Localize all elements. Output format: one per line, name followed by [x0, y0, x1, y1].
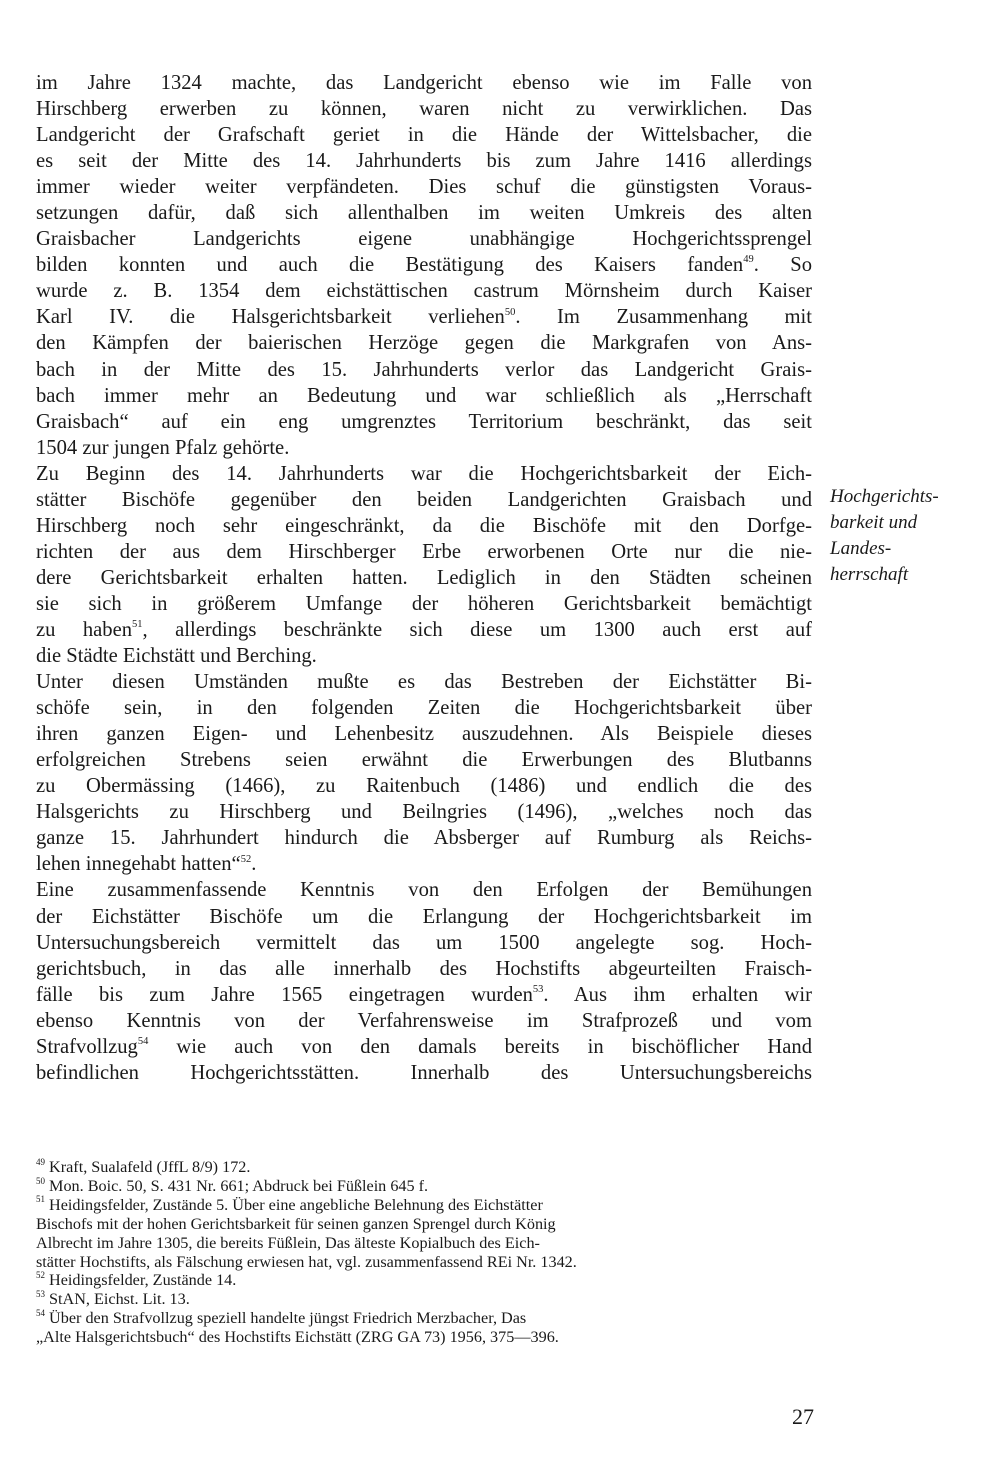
line-text: Unter diesen Umständen mußte es das Bestreben der Eichstätter Bi-: [36, 671, 812, 694]
marginal-note: [830, 484, 990, 588]
footnote-number: 49: [36, 1156, 45, 1167]
footnote-text: stätter Hochstifts, als Fälschung erwiesen hat, vgl. zusammenfassend REi Nr. 1342.: [36, 1252, 577, 1271]
text-line: [36, 1034, 812, 1060]
text-line: [36, 695, 812, 721]
paragraph: [36, 70, 812, 461]
marginal-line: barkeit und: [830, 512, 918, 533]
footnote-text: „Alte Halsgerichtsbuch“ des Hochstifts Eichstätt (ZRG GA 73) 1956, 375—396.: [36, 1328, 559, 1347]
line-text: stätter Bischöfe gegenüber den beiden Landgerichten Graisbach und: [36, 488, 812, 511]
footnote-number: 53: [36, 1288, 45, 1299]
text-line: [36, 877, 812, 903]
line-text: immer wieder weiter verpfändeten. Dies schuf die günstigsten Voraus-: [36, 176, 812, 199]
footnote-ref: 50: [504, 306, 516, 318]
line-text: ihren ganzen Eigen- und Lehenbesitz auszudehnen. Als Beispiele dieses: [36, 723, 812, 746]
line-text-cont: . Aus ihm erhalten wir: [543, 983, 812, 1006]
line-text: 1504 zur jungen Pfalz gehörte.: [36, 436, 290, 459]
footnote-number: 51: [36, 1194, 45, 1205]
text-line: [36, 70, 812, 96]
line-text: erfolgreichen Strebens seien erwähnt die Erwerbungen des Blutbanns: [36, 749, 812, 772]
footnote-line: [36, 1215, 812, 1234]
line-text-cont: . Im Zusammenhang mit: [515, 306, 812, 329]
text-line: [36, 1060, 812, 1086]
line-text: Hirschberg noch sehr eingeschränkt, da die Bischöfe mit den Dorfge-: [36, 514, 812, 537]
text-line: [36, 174, 812, 200]
line-text-cont: . So: [753, 254, 812, 277]
text-line: [36, 487, 812, 513]
text-line: [36, 357, 812, 383]
text-line: [36, 539, 812, 565]
line-text: lehen innegehabt hatten“: [36, 853, 241, 876]
footnote: [36, 1271, 812, 1290]
footnote-ref: 54: [137, 1035, 149, 1047]
line-text: bach in der Mitte des 15. Jahrhunderts verlor das Landgericht Grais-: [36, 358, 812, 381]
line-text: wurde z. B. 1354 dem eichstättischen castrum Mörnsheim durch Kaiser: [36, 280, 812, 303]
footnote: [36, 1196, 812, 1272]
text-line: [36, 383, 812, 409]
text-line: [36, 982, 812, 1008]
footnote-line: [36, 1158, 812, 1177]
line-text: im Jahre 1324 machte, das Landgericht ebenso wie im Falle von: [36, 72, 812, 94]
footnote-text: StAN, Eichst. Lit. 13.: [45, 1290, 190, 1309]
line-text-cont: wie auch von den damals bereits in bischöflicher Hand: [148, 1035, 812, 1058]
text-line: [36, 617, 812, 643]
footnotes: [36, 1158, 812, 1347]
text-line: [36, 747, 812, 773]
footnote-line: [36, 1309, 812, 1328]
line-text: befindlichen Hochgerichtsstätten. Innerhalb des Untersuchungsbereichs: [36, 1061, 812, 1084]
text-line: [36, 148, 812, 174]
footnote-number: 52: [36, 1270, 45, 1281]
line-text: Halsgerichts zu Hirschberg und Beilngries (1496), „welches noch das: [36, 801, 812, 824]
line-text: Graisbach“ auf ein eng umgrenztes Territorium beschränkt, das seit: [36, 410, 812, 433]
text-line: [36, 669, 812, 695]
footnote-line: [36, 1328, 812, 1347]
line-text: Hirschberg erwerben zu können, waren nicht zu verwirklichen. Das: [36, 98, 812, 121]
line-text: Untersuchungsbereich vermittelt das um 1500 angelegte sog. Hoch-: [36, 931, 812, 954]
footnote-text: Kraft, Sualafeld (JffL 8/9) 172.: [45, 1158, 251, 1176]
footnote-line: [36, 1271, 812, 1290]
footnote: [36, 1177, 812, 1196]
line-text: setzungen dafür, daß sich allenthalben im weiten Umkreis des alten: [36, 202, 812, 225]
text-line: [36, 304, 812, 330]
line-text: der Eichstätter Bischöfe um die Erlangung der Hochgerichtsbarkeit im: [36, 905, 812, 928]
marginal-line: Hochgerichts-: [830, 486, 939, 507]
paragraph: [36, 461, 812, 669]
footnote-ref: 53: [532, 983, 544, 995]
footnote-line: [36, 1253, 812, 1272]
footnote: [36, 1158, 812, 1177]
line-text: es seit der Mitte des 14. Jahrhunderts bis zum Jahre 1416 allerdings: [36, 150, 812, 173]
line-text: Zu Beginn des 14. Jahrhunderts war die Hochgerichtsbarkeit der Eich-: [36, 462, 812, 485]
footnote-ref: 52: [240, 853, 252, 865]
footnote: [36, 1290, 812, 1309]
line-text: sie sich in größerem Umfange der höheren Gerichtsbarkeit bemächtigt: [36, 592, 812, 615]
line-text-cont: , allerdings beschränkte sich diese um 1300 auch erst auf: [142, 618, 812, 641]
line-text: fälle bis zum Jahre 1565 eingetragen wurden: [36, 983, 533, 1006]
footnote-number: 54: [36, 1307, 45, 1318]
footnote-text: Albrecht im Jahre 1305, die bereits Füßlein, Das älteste Kopialbuch des Eich-: [36, 1233, 540, 1252]
line-text: bach immer mehr an Bedeutung und war schließlich als „Herrschaft: [36, 384, 812, 407]
line-text: ebenso Kenntnis von der Verfahrensweise im Strafprozeß und vom: [36, 1009, 812, 1032]
line-text-cont: .: [251, 853, 257, 876]
footnote-ref: 51: [132, 619, 143, 631]
line-text: zu Obermässing (1466), zu Raitenbuch (1486) und endlich die des: [36, 775, 812, 798]
main-text: [36, 70, 812, 1086]
footnote-line: [36, 1234, 812, 1253]
line-text: den Kämpfen der baierischen Herzöge gegen die Markgrafen von Ans-: [36, 332, 812, 355]
line-text: ganze 15. Jahrhundert hindurch die Absberger auf Rumburg als Reichs-: [36, 827, 812, 850]
paragraph: [36, 877, 812, 1085]
text-line: [36, 591, 812, 617]
line-text: zu haben: [36, 618, 133, 641]
text-line: [36, 226, 812, 252]
footnote-line: [36, 1290, 812, 1309]
text-line: [36, 330, 812, 356]
footnote-text: Über den Strafvollzug speziell handelte jüngst Friedrich Merzbacher, Das: [45, 1309, 527, 1328]
text-line: [36, 461, 812, 487]
line-text: Eine zusammenfassende Kenntnis von den Erfolgen der Bemühungen: [36, 879, 812, 902]
text-line: [36, 565, 812, 591]
text-line: [36, 200, 812, 226]
footnote: [36, 1309, 812, 1347]
line-text: Strafvollzug: [36, 1035, 138, 1058]
marginal-line: Landes-: [830, 538, 892, 559]
footnote-line: [36, 1196, 812, 1215]
line-text: bilden konnten und auch die Bestätigung des Kaisers fanden: [36, 254, 744, 277]
text-line: [36, 409, 812, 435]
line-text: Karl IV. die Halsgerichtsbarkeit verliehen: [36, 306, 505, 329]
paragraph: [36, 669, 812, 877]
footnote-ref: 49: [743, 254, 754, 266]
text-line: [36, 851, 812, 877]
text-line: [36, 956, 812, 982]
marginal-line: herrschaft: [830, 564, 909, 585]
line-text: Graisbacher Landgerichts eigene unabhängige Hochgerichtssprengel: [36, 228, 812, 251]
text-line: [36, 513, 812, 539]
footnote-number: 50: [36, 1175, 45, 1186]
footnote-text: Heidingsfelder, Zustände 5. Über eine angebliche Belehnung des Eichstätter: [45, 1195, 543, 1214]
text-line: [36, 930, 812, 956]
text-line: [36, 773, 812, 799]
text-line: [36, 904, 812, 930]
footnote-line: [36, 1177, 812, 1196]
text-line: [36, 96, 812, 122]
footnote-text: Heidingsfelder, Zustände 14.: [45, 1271, 237, 1290]
line-text: gerichtsbuch, in das alle innerhalb des Hochstifts abgeurteilten Fraisch-: [36, 957, 812, 980]
line-text: Landgericht der Grafschaft geriet in die Hände der Wittelsbacher, die: [36, 124, 812, 147]
line-text: die Städte Eichstätt und Berching.: [36, 645, 317, 668]
line-text: dere Gerichtsbarkeit erhalten hatten. Lediglich in den Städten scheinen: [36, 566, 812, 589]
footnote-text: Mon. Boic. 50, S. 431 Nr. 661; Abdruck bei Füßlein 645 f.: [45, 1176, 429, 1195]
text-line: [36, 435, 812, 461]
text-line: [36, 1008, 812, 1034]
text-line: [36, 252, 812, 278]
line-text: richten der aus dem Hirschberger Erbe erworbenen Orte nur die nie-: [36, 540, 812, 563]
footnote-text: Bischofs mit der hohen Gerichtsbarkeit für seinen ganzen Sprengel durch König: [36, 1214, 556, 1233]
text-line: [36, 122, 812, 148]
page-number: 27: [792, 1404, 814, 1429]
text-line: [36, 799, 812, 825]
text-line: [36, 825, 812, 851]
text-line: [36, 278, 812, 304]
text-line: [36, 721, 812, 747]
text-line: [36, 643, 812, 669]
line-text: schöfe sein, in den folgenden Zeiten die Hochgerichtsbarkeit über: [36, 697, 812, 720]
